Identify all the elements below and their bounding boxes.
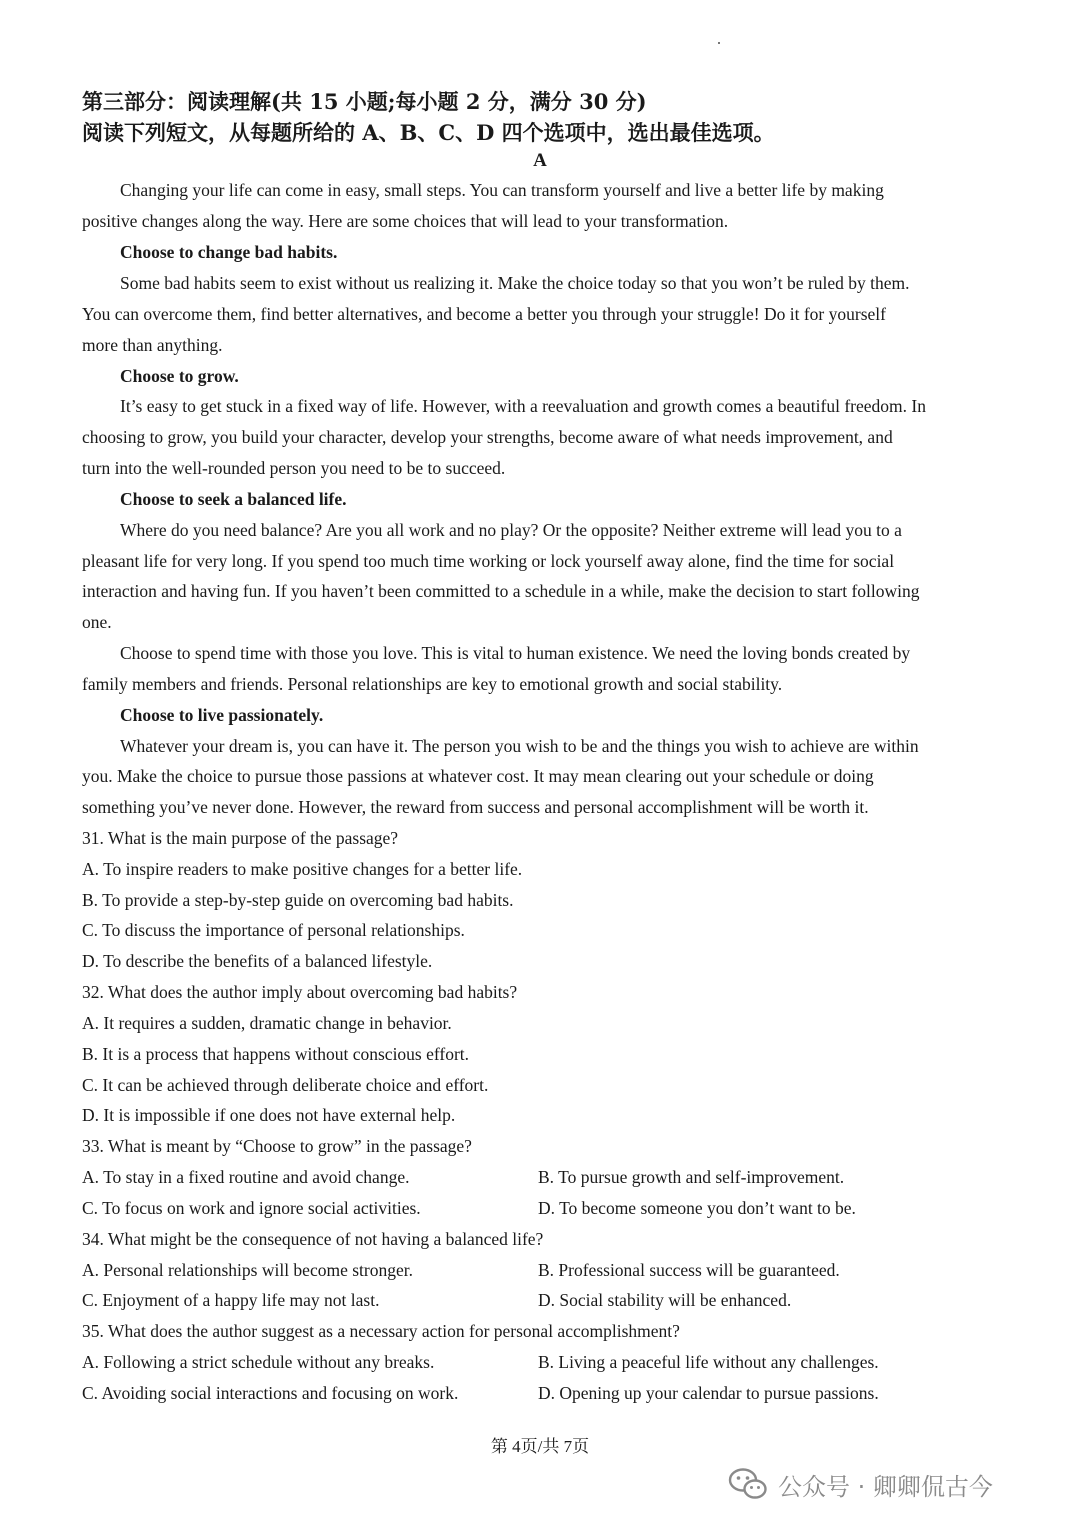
answer-option[interactable]: D. To describe the benefits of a balanced lifestyle.: [82, 951, 433, 971]
subheading: Choose to live passionately.: [120, 705, 324, 725]
passage-line: interaction and having fun. If you haven’t been committed to a schedule in a while, make the decision to start following: [82, 581, 920, 601]
answer-option[interactable]: D. It is impossible if one does not have external help.: [82, 1105, 456, 1125]
speck: [718, 42, 720, 44]
answer-option[interactable]: C. Avoiding social interactions and focusing on work.: [82, 1383, 459, 1403]
answer-option[interactable]: A. Personal relationships will become stronger.: [82, 1260, 413, 1280]
answer-option[interactable]: C. Enjoyment of a happy life may not last.: [82, 1290, 380, 1310]
answer-option[interactable]: C. To discuss the importance of personal relationships.: [82, 920, 465, 940]
subheading: Choose to grow.: [120, 366, 239, 386]
answer-option[interactable]: A. To stay in a fixed routine and avoid change.: [82, 1167, 410, 1187]
passage-line: turn into the well-rounded person you need to be to succeed.: [82, 458, 506, 478]
wechat-icon: [728, 1467, 768, 1501]
question-stem: 33. What is meant by “Choose to grow” in the passage?: [82, 1136, 472, 1156]
answer-option[interactable]: A. To inspire readers to make positive changes for a better life.: [82, 859, 523, 879]
answer-option[interactable]: B. To pursue growth and self-improvement.: [538, 1167, 845, 1187]
passage-line: It’s easy to get stuck in a fixed way of life. However, with a reevaluation and growth comes a beautiful freedom. In: [120, 396, 926, 416]
answer-option[interactable]: A. It requires a sudden, dramatic change in behavior.: [82, 1013, 452, 1033]
answer-option[interactable]: B. To provide a step-by-step guide on overcoming bad habits.: [82, 890, 514, 910]
passage-line: Changing your life can come in easy, small steps. You can transform yourself and live a better life by making: [120, 180, 884, 200]
answer-option[interactable]: D. Opening up your calendar to pursue passions.: [538, 1383, 879, 1403]
answer-option[interactable]: D. To become someone you don’t want to be.: [538, 1198, 856, 1218]
section-heading: 第三部分：阅读理解(共 15 小题;每小题 2 分，满分 30 分): [82, 89, 647, 114]
passage-line: Some bad habits seem to exist without us realizing it. Make the choice today so that you won’t be ruled by them.: [120, 273, 910, 293]
passage-line: you. Make the choice to pursue those passions at whatever cost. It may mean clearing out your schedule or doing: [82, 766, 874, 786]
passage-line: Choose to spend time with those you love. This is vital to human existence. We need the loving bonds created by: [120, 643, 911, 663]
subheading: Choose to change bad habits.: [120, 242, 338, 262]
passage-line: choosing to grow, you build your character, develop your strengths, become aware of what needs improvement, and: [82, 427, 893, 447]
passage-line: more than anything.: [82, 335, 223, 355]
question-stem: 35. What does the author suggest as a necessary action for personal accomplishment?: [82, 1321, 680, 1341]
question-stem: 31. What is the main purpose of the passage?: [82, 828, 399, 848]
passage-line: pleasant life for very long. If you spend too much time working or lock yourself away alone, find the time for social: [82, 551, 895, 571]
answer-option[interactable]: B. Professional success will be guaranteed.: [538, 1260, 840, 1280]
section-instruction: 阅读下列短文，从每题所给的 A、B、C、D 四个选项中，选出最佳选项。: [82, 120, 775, 145]
page-number: 第 4页/共 7页: [490, 1437, 590, 1456]
watermark: [728, 1466, 993, 1502]
passage-line: positive changes along the way. Here are some choices that will lead to your transformation.: [82, 211, 729, 231]
passage-line: Where do you need balance? Are you all work and no play? Or the opposite? Neither extreme will lead you to a: [120, 520, 902, 540]
subheading: Choose to seek a balanced life.: [120, 489, 347, 509]
answer-option[interactable]: C. To focus on work and ignore social activities.: [82, 1198, 421, 1218]
answer-option[interactable]: C. It can be achieved through deliberate choice and effort.: [82, 1075, 489, 1095]
watermark-text: 公众号 · 卿卿侃古今: [778, 1472, 993, 1501]
passage-line: one.: [82, 612, 112, 632]
passage-label: A: [533, 150, 547, 171]
passage-line: family members and friends. Personal relationships are key to emotional growth and social stability.: [82, 674, 783, 694]
passage-line: You can overcome them, find better alternatives, and become a better you through your struggle! Do it for yourself: [82, 304, 886, 324]
passage-line: Whatever your dream is, you can have it. The person you wish to be and the things you wish to achieve are within: [120, 736, 919, 756]
question-stem: 34. What might be the consequence of not having a balanced life?: [82, 1229, 544, 1249]
question-stem: 32. What does the author imply about overcoming bad habits?: [82, 982, 518, 1002]
passage-line: something you’ve never done. However, the reward from success and personal accomplishment will be worth it.: [82, 797, 869, 817]
answer-option[interactable]: A. Following a strict schedule without any breaks.: [82, 1352, 435, 1372]
answer-option[interactable]: B. It is a process that happens without conscious effort.: [82, 1044, 470, 1064]
answer-option[interactable]: B. Living a peaceful life without any challenges.: [538, 1352, 879, 1372]
answer-option[interactable]: D. Social stability will be enhanced.: [538, 1290, 792, 1310]
